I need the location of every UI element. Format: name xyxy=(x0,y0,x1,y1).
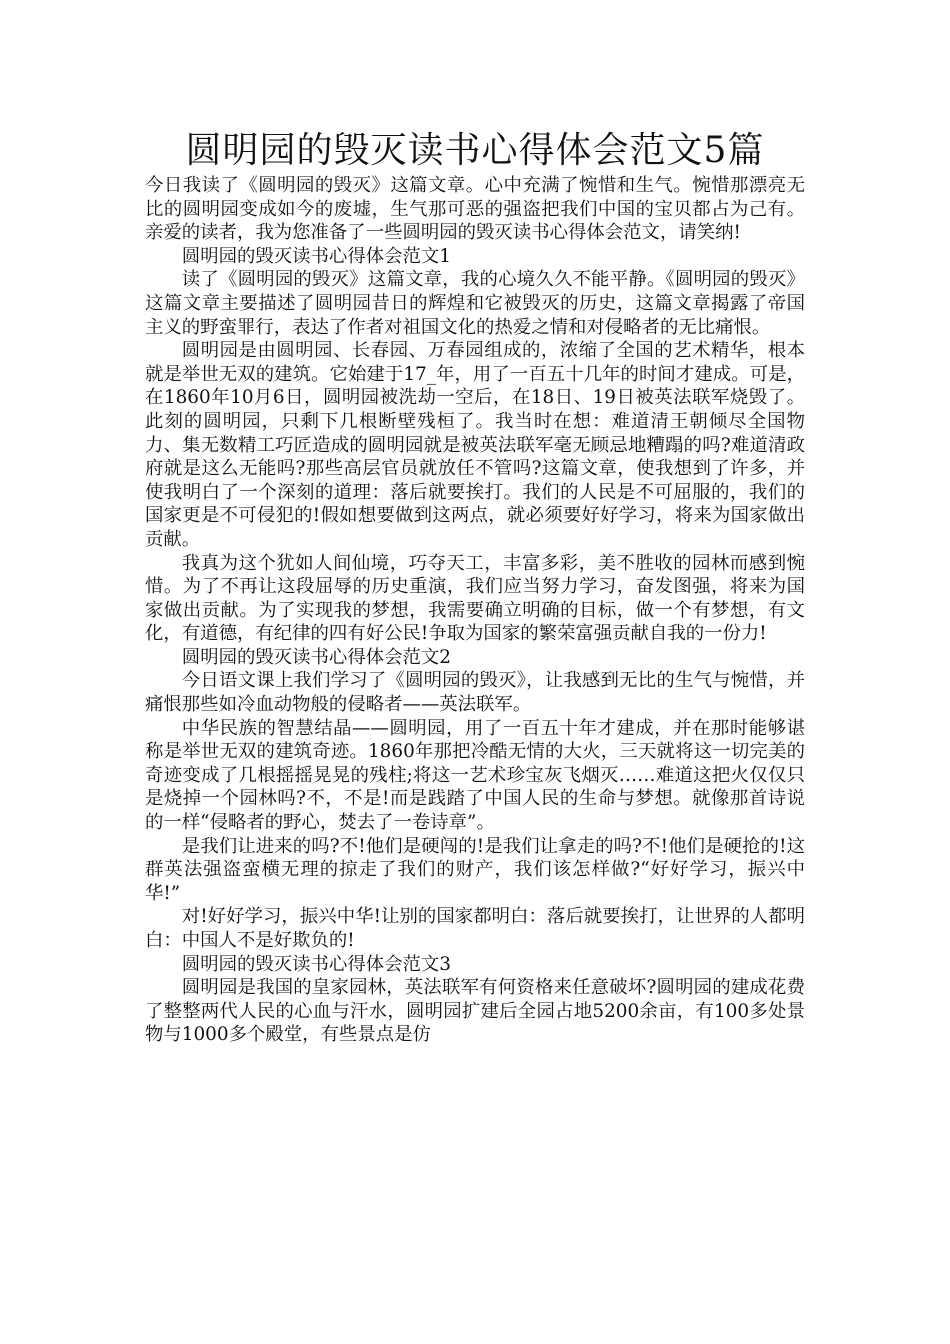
paragraph: 圆明园是我国的皇家园林，英法联军有何资格来任意破坏?圆明园的建成花费了整整两代人民的心血与汗水，圆明园扩建后全园占地5200余亩，有100多处景物与1000多个殿堂，有些景点是仿 xyxy=(145,977,805,1046)
paragraph: 对!好好学习，振兴中华!让别的国家都明白：落后就要挨打，让世界的人都明白：中国人不是好欺负的! xyxy=(145,906,805,951)
paragraph: 今日语文课上我们学习了《圆明园的毁灭》，让我感到无比的生气与惋惜，并痛恨那些如冷血动物般的侵略者——英法联军。 xyxy=(145,670,805,716)
paragraph: 中华民族的智慧结晶——圆明园，用了一百五十年才建成，并在那时能够谌称是举世无双的建筑奇迹。1860年那把冷酷无情的大火，三天就将这一切完美的奇迹变成了几根摇摇晃晃的残柱;将这一艺术珍宝灰飞烟灭……难道这把火仅仅只是烧掉一个园林吗?不，不是!而是践踏了中国人民的生命与梦想。就像那首诗说的一样“侵略者的野心，焚去了一卷诗章”。 xyxy=(145,717,805,834)
paragraph: 是我们让进来的吗?不!他们是硬闯的!是我们让拿走的吗?不!他们是硬抢的!这群英法强盗蛮横无理的掠走了我们的财产，我们该怎样做?“好好学习，振兴中华!” xyxy=(145,835,805,904)
document-page xyxy=(145,128,805,1047)
document-title: 圆明园的毁灭读书心得体会范文5篇 xyxy=(185,130,765,171)
section-heading-1: 圆明园的毁灭读书心得体会范文1 xyxy=(181,245,451,267)
section-heading-3: 圆明园的毁灭读书心得体会范文3 xyxy=(181,953,451,975)
paragraph: 读了《圆明园的毁灭》这篇文章，我的心境久久不能平静。《圆明园的毁灭》这篇文章主要描述了圆明园昔日的辉煌和它被毁灭的历史，这篇文章揭露了帝国主义的野蛮罪行，表达了作者对祖国文化的热爱之情和对侵略者的无比痛恨。 xyxy=(145,269,805,338)
section-heading-2: 圆明园的毁灭读书心得体会范文2 xyxy=(181,646,451,668)
paragraph: 圆明园是由圆明园、长春园、万春园组成的，浓缩了全国的艺术精华，根本就是举世无双的建筑。它始建于17_年，用了一百五十几年的时间才建成。可是，在1860年10月6日，圆明园被洗劫一空后，在18日、19日被英法联军烧毁了。此刻的圆明园，只剩下几根断壁残桓了。我当时在想：难道清王朝倾尽全国物力、集无数精工巧匠造成的圆明园就是被英法联军毫无顾忌地糟蹋的吗?难道清政府就是这么无能吗?那些高层官员就放任不管吗?这篇文章，使我想到了许多，并使我明白了一个深刻的道理：落后就要挨打。我们的人民是不可屈服的，我们的国家更是不可侵犯的!假如想要做到这两点，就必须要好好学习，将来为国家做出贡献。 xyxy=(145,340,805,550)
intro-paragraph: 今日我读了《圆明园的毁灭》这篇文章。心中充满了惋惜和生气。惋惜那漂亮无比的圆明园变成如今的废墟，生气那可恶的强盗把我们中国的宝贝都占为己有。亲爱的读者，我为您准备了一些圆明园的毁灭读书心得体会范文，请笑纳! xyxy=(145,175,805,244)
paragraph: 我真为这个犹如人间仙境，巧夺天工，丰富多彩，美不胜收的园林而感到惋惜。为了不再让这段屈辱的历史重演，我们应当努力学习，奋发图强，将来为国家做出贡献。为了实现我的梦想，我需要确立明确的目标，做一个有梦想，有文化，有道德，有纪律的四有好公民!争取为国家的繁荣富强贡献自我的一份力! xyxy=(145,552,805,645)
